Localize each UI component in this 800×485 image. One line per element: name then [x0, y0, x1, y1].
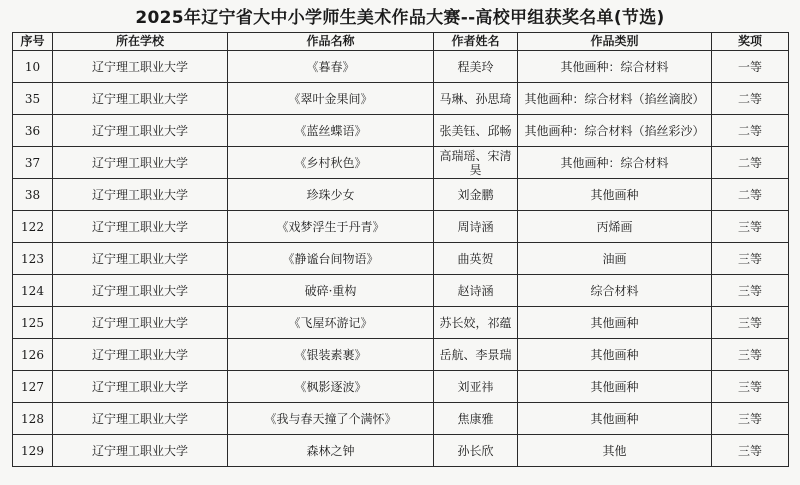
cell-award: 一等: [712, 51, 789, 83]
cell-author: 苏长姣，祁蕴: [434, 307, 518, 339]
cell-author: 赵诗涵: [434, 275, 518, 307]
cell-no: 123: [13, 243, 53, 275]
document-title: 2025年辽宁省大中小学师生美术作品大赛--高校甲组获奖名单(节选): [135, 8, 665, 28]
cell-author: 曲英贺: [434, 243, 518, 275]
cell-category: 其他画种：综合材料（掐丝彩沙）: [518, 115, 712, 147]
cell-school: 辽宁理工职业大学: [53, 211, 228, 243]
cell-author: 刘亚祎: [434, 371, 518, 403]
cell-award: 三等: [712, 435, 789, 467]
cell-school: 辽宁理工职业大学: [53, 307, 228, 339]
table-row: [13, 211, 789, 243]
table-row: [13, 51, 789, 83]
cell-author: 刘金鹏: [434, 179, 518, 211]
cell-no: 38: [13, 179, 53, 211]
cell-work: 《暮春》: [228, 51, 434, 83]
table-header-row: [13, 33, 789, 51]
table-row: [13, 435, 789, 467]
cell-school: 辽宁理工职业大学: [53, 179, 228, 211]
cell-no: 129: [13, 435, 53, 467]
cell-author: 岳航、李景瑞: [434, 339, 518, 371]
cell-no: 128: [13, 403, 53, 435]
cell-no: 35: [13, 83, 53, 115]
cell-work: 《银装素裹》: [228, 339, 434, 371]
cell-no: 126: [13, 339, 53, 371]
table-row: [13, 147, 789, 179]
cell-category: 其他画种：综合材料（掐丝滴胶）: [518, 83, 712, 115]
cell-work: 《戏梦浮生于丹青》: [228, 211, 434, 243]
header-award: 奖项: [712, 33, 789, 51]
cell-work: 《飞屋环游记》: [228, 307, 434, 339]
table-row: [13, 179, 789, 211]
cell-school: 辽宁理工职业大学: [53, 115, 228, 147]
cell-no: 124: [13, 275, 53, 307]
cell-author: 焦康雅: [434, 403, 518, 435]
cell-no: 125: [13, 307, 53, 339]
header-no: 序号: [13, 33, 53, 51]
cell-author: 孙长欣: [434, 435, 518, 467]
cell-no: 10: [13, 51, 53, 83]
table-row: [13, 115, 789, 147]
cell-no: 36: [13, 115, 53, 147]
cell-school: 辽宁理工职业大学: [53, 243, 228, 275]
cell-school: 辽宁理工职业大学: [53, 371, 228, 403]
cell-award: 二等: [712, 147, 789, 179]
table-row: [13, 371, 789, 403]
table-body: [13, 51, 789, 467]
cell-category: 其他画种: [518, 371, 712, 403]
table-row: [13, 307, 789, 339]
cell-award: 三等: [712, 243, 789, 275]
cell-school: 辽宁理工职业大学: [53, 403, 228, 435]
header-school: 所在学校: [53, 33, 228, 51]
cell-category: 丙烯画: [518, 211, 712, 243]
cell-category: 其他画种: [518, 307, 712, 339]
cell-award: 三等: [712, 307, 789, 339]
cell-work: 珍珠少女: [228, 179, 434, 211]
cell-category: 油画: [518, 243, 712, 275]
table-row: [13, 403, 789, 435]
cell-school: 辽宁理工职业大学: [53, 339, 228, 371]
header-work: 作品名称: [228, 33, 434, 51]
cell-award: 三等: [712, 339, 789, 371]
cell-author: 高瑞瑶、宋清昊: [434, 147, 518, 179]
cell-no: 37: [13, 147, 53, 179]
cell-award: 二等: [712, 115, 789, 147]
cell-work: 森林之钟: [228, 435, 434, 467]
cell-work: 《翠叶金果间》: [228, 83, 434, 115]
cell-work: 破碎·重构: [228, 275, 434, 307]
cell-no: 127: [13, 371, 53, 403]
table-row: [13, 339, 789, 371]
cell-category: 综合材料: [518, 275, 712, 307]
table-row: [13, 275, 789, 307]
cell-category: 其他画种: [518, 339, 712, 371]
cell-school: 辽宁理工职业大学: [53, 83, 228, 115]
cell-category: 其他画种: [518, 403, 712, 435]
cell-author: 程美玲: [434, 51, 518, 83]
cell-no: 122: [13, 211, 53, 243]
cell-school: 辽宁理工职业大学: [53, 435, 228, 467]
cell-school: 辽宁理工职业大学: [53, 275, 228, 307]
cell-work: 《我与春天撞了个满怀》: [228, 403, 434, 435]
table-row: [13, 83, 789, 115]
cell-work: 《静谧台间物语》: [228, 243, 434, 275]
cell-category: 其他画种：综合材料: [518, 51, 712, 83]
cell-school: 辽宁理工职业大学: [53, 147, 228, 179]
cell-award: 三等: [712, 211, 789, 243]
cell-category: 其他画种：综合材料: [518, 147, 712, 179]
cell-category: 其他: [518, 435, 712, 467]
cell-author: 周诗涵: [434, 211, 518, 243]
cell-category: 其他画种: [518, 179, 712, 211]
header-author: 作者姓名: [434, 33, 518, 51]
cell-award: 三等: [712, 371, 789, 403]
cell-award: 三等: [712, 275, 789, 307]
cell-school: 辽宁理工职业大学: [53, 51, 228, 83]
award-list-table: [12, 32, 789, 467]
cell-award: 三等: [712, 403, 789, 435]
cell-author: 张美钰、邱畅: [434, 115, 518, 147]
cell-award: 二等: [712, 179, 789, 211]
cell-work: 《乡村秋色》: [228, 147, 434, 179]
cell-work: 《蓝丝蝶语》: [228, 115, 434, 147]
cell-work: 《枫影逐波》: [228, 371, 434, 403]
cell-author: 马琳、孙思琦: [434, 83, 518, 115]
cell-award: 二等: [712, 83, 789, 115]
table-row: [13, 243, 789, 275]
header-category: 作品类别: [518, 33, 712, 51]
